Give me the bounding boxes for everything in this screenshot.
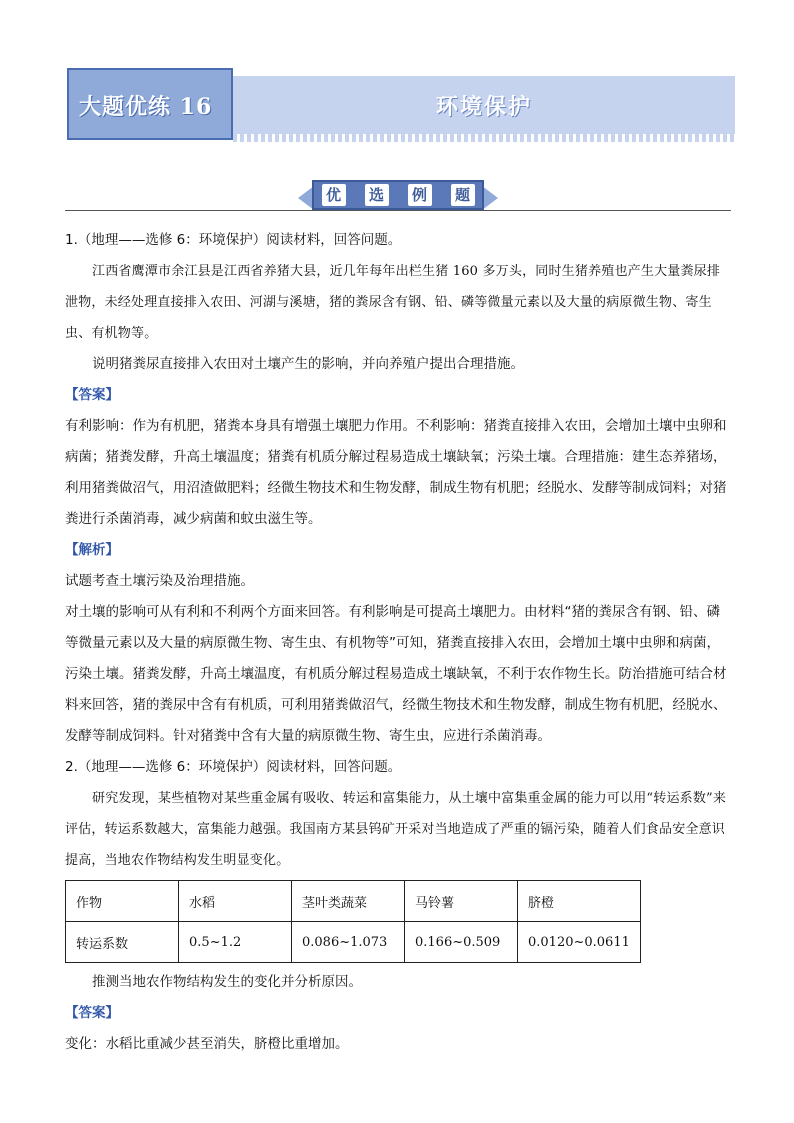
q2-answer-tag: 【答案】 [65, 1005, 119, 1021]
q1-question: 说明猪粪尿直接排入农田对土壤产生的影响，并向养殖户提出合理措施。 [92, 356, 524, 372]
table-cell: 作物 [66, 881, 179, 922]
header-left-title: 大题优练 16 [79, 94, 213, 120]
table-row [66, 881, 641, 922]
header-right-block [233, 76, 735, 134]
q1-answer-tag: 【答案】 [65, 387, 119, 403]
header-right-title: 环境保护 [435, 95, 532, 120]
table-cell: 水稻 [179, 881, 292, 922]
table-cell: 0.086~1.073 [292, 922, 405, 963]
ribbon-char: 选 [365, 184, 389, 206]
q1-answer: 有利影响：作为有机肥，猪粪本身具有增强土壤肥力作用。不利影响：猪粪直接排入农田，会增加土壤中虫卵和病菌；猪粪发酵，升高土壤温度；猪粪有机质分解过程易造成土壤缺氧；污染土壤。合理措施：建生态养猪场，利用猪粪做沼气，用沼渣做肥料；经微生物技术和生物发酵，制成生物有机肥；经脱水、发酵等制成饲料；对猪粪进行杀菌消毒，减少病菌和蚊虫滋生等。 [65, 418, 727, 527]
table-cell: 0.0120~0.0611 [518, 922, 641, 963]
q2-material: 研究发现，某些植物对某些重金属有吸收、转运和富集能力，从土壤中富集重金属的能力可以用“转运系数”来评估，转运系数越大，富集能力越强。我国南方某县钨矿开采对当地造成了严重的镉污染，随着人们食品安全意识提高，当地农作物结构发生明显变化。 [65, 791, 727, 868]
table-cell: 茎叶类蔬菜 [292, 881, 405, 922]
document-body [65, 225, 733, 1060]
q2-question: 推测当地农作物结构发生的变化并分析原因。 [92, 974, 362, 990]
q1-material: 江西省鹰潭市余江县是江西省养猪大县，近几年每年出栏生猪 160 多万头，同时生猪养殖也产生大量粪尿排泄物，未经处理直接排入农田、河湖与溪塘，猪的粪尿含有钢、铅、磷等微量元素以及大量的病原微生物、寄生虫、有机物等。 [65, 264, 721, 341]
section-header [67, 68, 735, 142]
table-cell: 转运系数 [66, 922, 179, 963]
table-cell: 0.5~1.2 [179, 922, 292, 963]
ribbon-char: 优 [322, 184, 346, 206]
section-ribbon [298, 180, 498, 212]
q1-analysis-detail: 对土壤的影响可从有利和不利两个方面来回答。有利影响是可提高土壤肥力。由材料“猪的粪尿含有钢、铅、磷等微量元素以及大量的病原微生物、寄生虫、有机物等”可知，猪粪直接排入农田，会增加土壤中虫卵和病菌，污染土壤。猪粪发酵，升高土壤温度，有机质分解过程易造成土壤缺氧，不利于农作物生长。防治措施可结合材料来回答，猪的粪尿中含有有机质，可利用猪粪做沼气，经微生物技术和生物发酵，制成生物有机肥，经脱水、发酵等制成饲料。针对猪粪中含有大量的病原微生物、寄生虫，应进行杀菌消毒。 [65, 604, 727, 744]
ribbon-wing-right [482, 186, 498, 210]
q2-answer: 变化：水稻比重减少甚至消失，脐橙比重增加。 [65, 1036, 349, 1052]
header-left-block [67, 68, 233, 140]
header-stripe [233, 134, 735, 142]
ribbon-char: 题 [451, 184, 475, 206]
table-cell: 马铃薯 [405, 881, 518, 922]
table-row [66, 922, 641, 963]
q1-analysis-summary: 试题考查土壤污染及治理措施。 [65, 573, 254, 589]
table-cell: 脐橙 [518, 881, 641, 922]
ribbon-char: 例 [408, 184, 432, 206]
table-cell: 0.166~0.509 [405, 922, 518, 963]
q1-stem: 1.（地理——选修 6：环境保护）阅读材料，回答问题。 [65, 232, 402, 248]
q1-analysis-tag: 【解析】 [65, 542, 119, 558]
q2-stem: 2.（地理——选修 6：环境保护）阅读材料，回答问题。 [65, 759, 402, 775]
transfer-coefficient-table [65, 880, 641, 963]
